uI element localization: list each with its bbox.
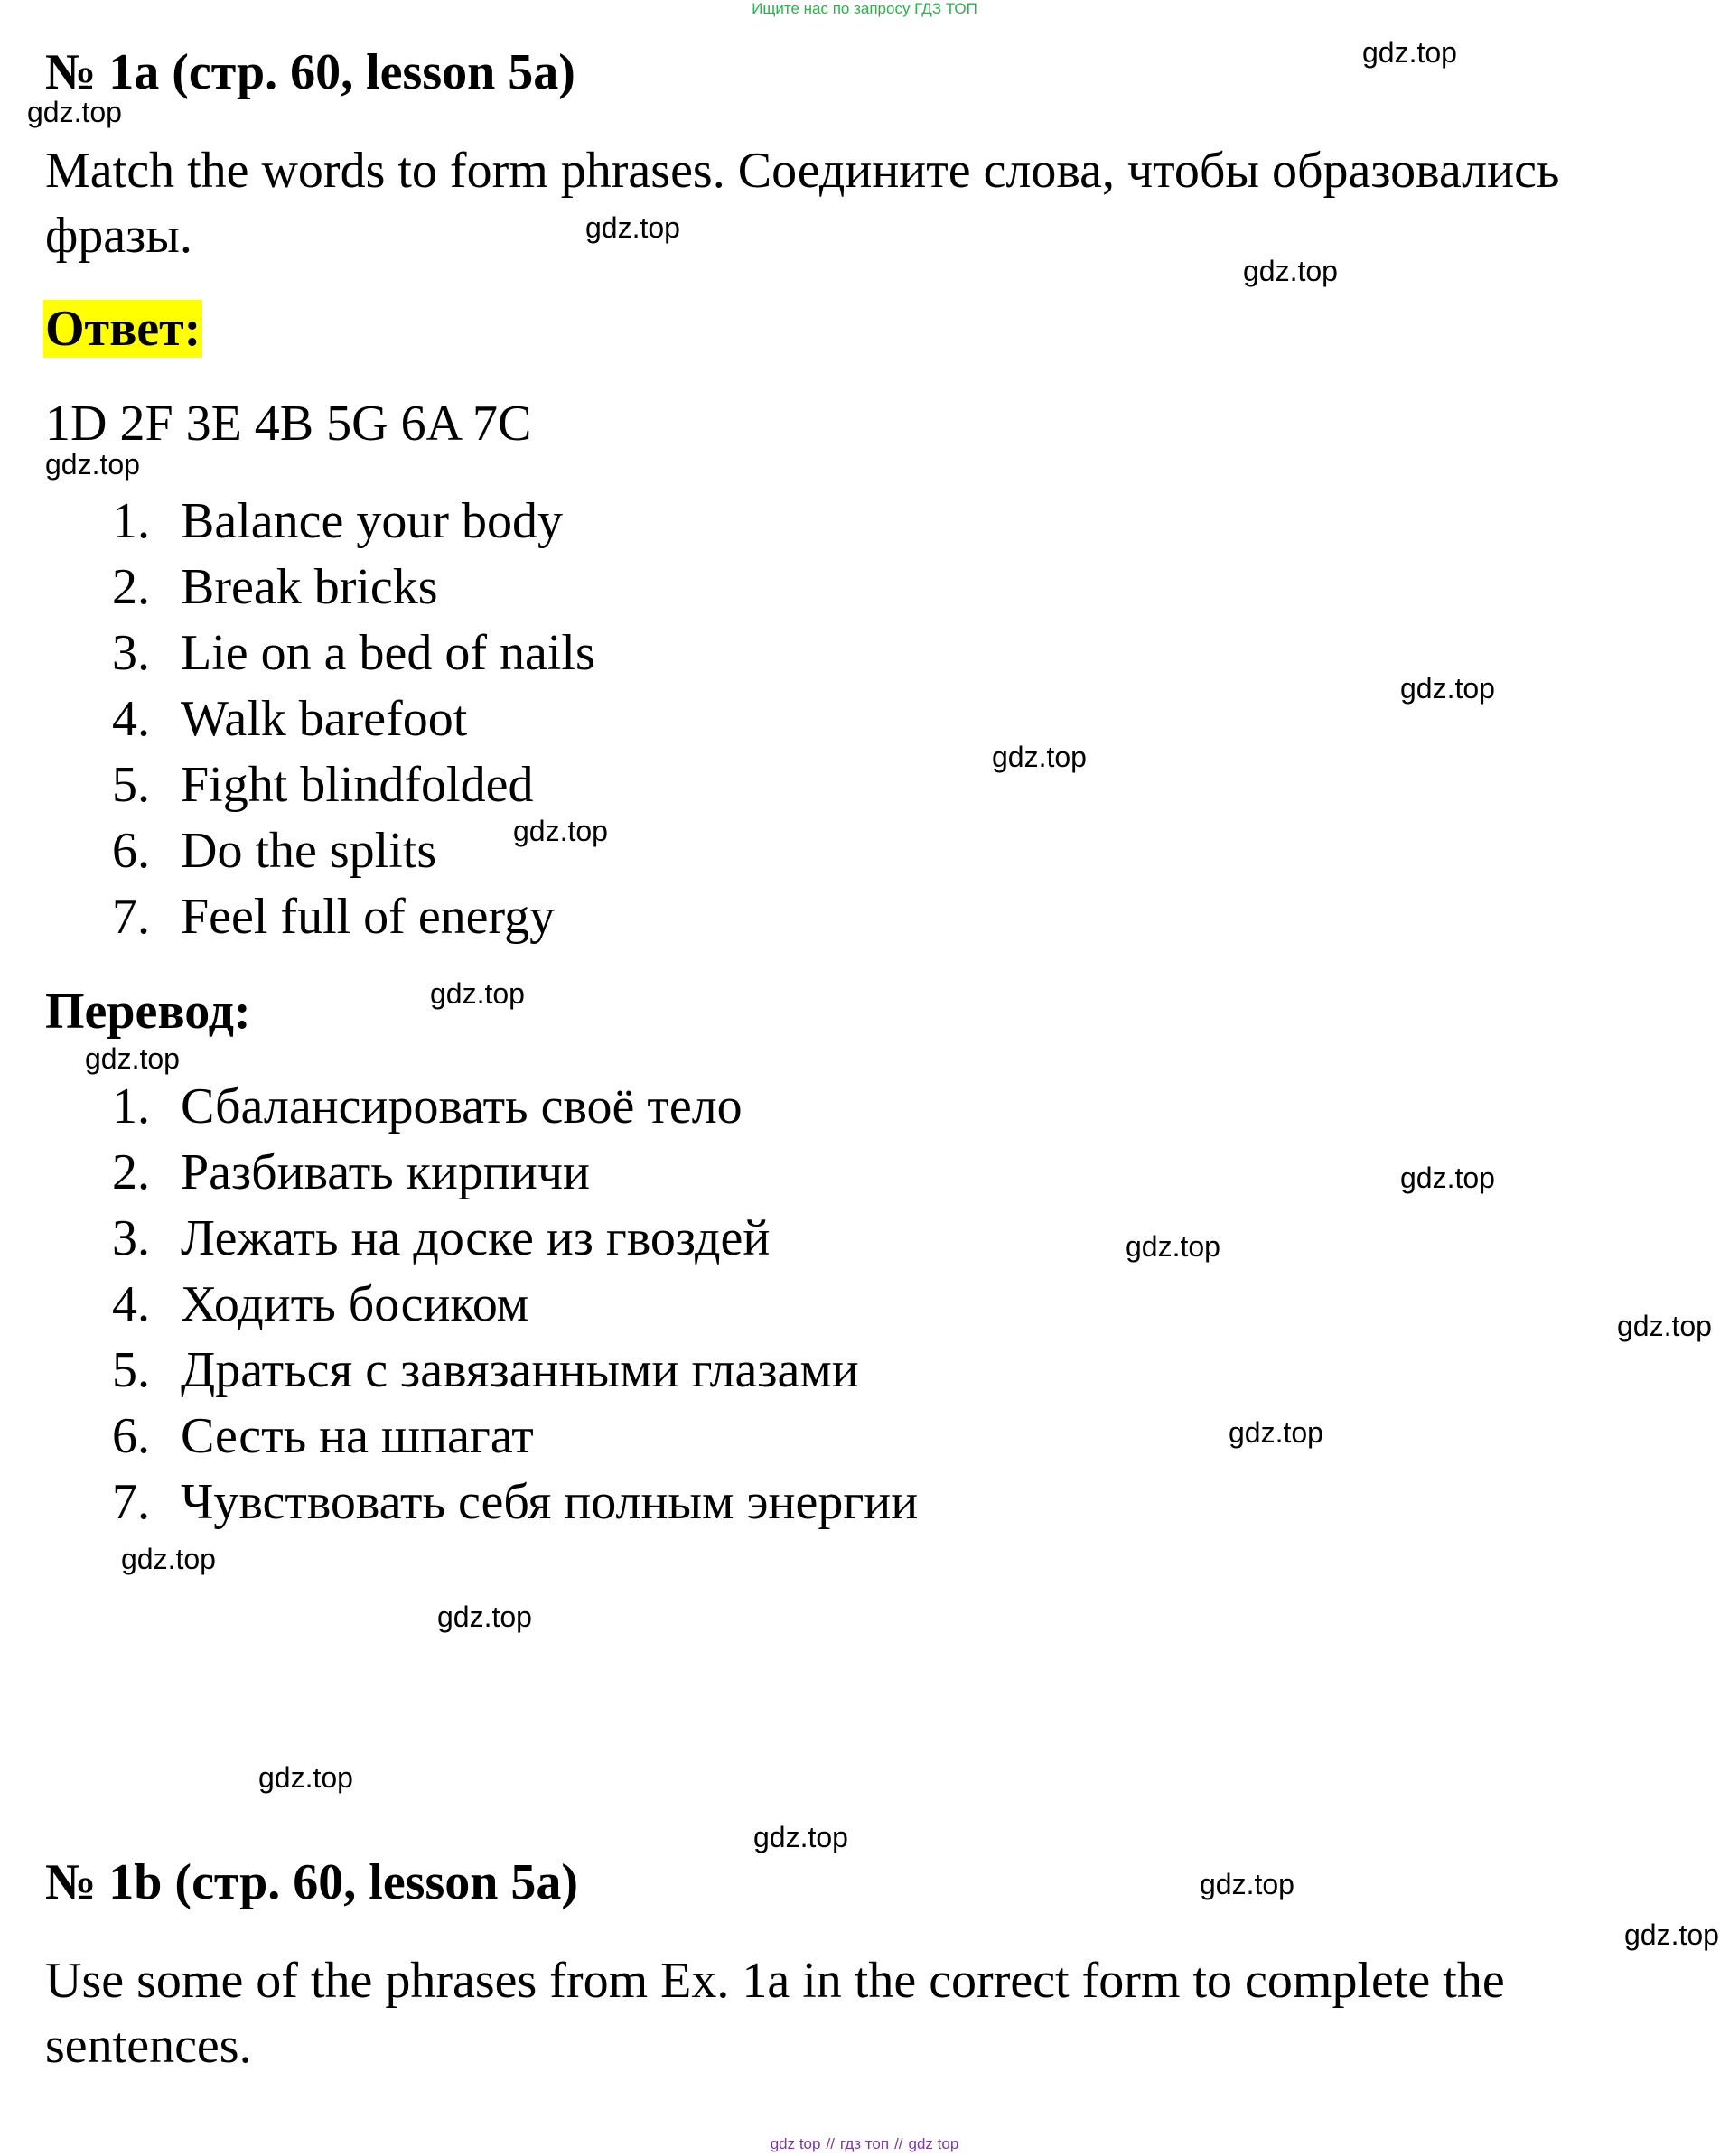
watermark: gdz.top — [1200, 1868, 1294, 1900]
list-item-text: Лежать на доске из гвоздей — [181, 1210, 771, 1266]
watermark: gdz.top — [1126, 1230, 1220, 1263]
footer-text: gdz top — [908, 2135, 959, 2152]
list-item — [112, 557, 1196, 623]
list-item-text: Сбалансировать своё тело — [181, 1078, 743, 1134]
section-1-instruction-line-1: Match the words to form phrases. Соедините слова, чтобы образовались — [45, 143, 1560, 199]
list-item-number: 4. — [112, 691, 150, 747]
list-item — [112, 1077, 1467, 1143]
list-item — [112, 623, 1196, 689]
list-item-text: Чувствовать себя полным энергии — [181, 1474, 919, 1530]
answer-key: 1D 2F 3E 4B 5G 6A 7C — [45, 396, 532, 452]
list-item-text: Lie on a bed of nails — [181, 625, 595, 681]
footer-separator: // — [826, 2135, 835, 2152]
watermark: gdz.top — [27, 96, 122, 128]
list-item — [112, 1143, 1467, 1209]
list-item — [112, 1340, 1467, 1406]
watermark: gdz.top — [1243, 255, 1338, 287]
list-item-number: 6. — [112, 823, 150, 879]
watermark: gdz.top — [258, 1761, 353, 1794]
watermark: gdz.top — [992, 741, 1087, 773]
list-item-number: 2. — [112, 559, 150, 615]
footer-text: гдз топ — [839, 2135, 890, 2152]
translation-label: Перевод: — [45, 984, 251, 1040]
list-item — [112, 887, 1196, 953]
list-item-number: 4. — [112, 1276, 150, 1332]
list-item-number: 7. — [112, 1474, 150, 1530]
list-item-number: 3. — [112, 1210, 150, 1266]
translation-list — [112, 1077, 1467, 1538]
watermark: gdz.top — [585, 211, 680, 244]
watermark: gdz.top — [437, 1601, 532, 1633]
list-item-text: Do the splits — [181, 823, 437, 879]
watermark: gdz.top — [1400, 1162, 1495, 1194]
list-item-number: 3. — [112, 625, 150, 681]
list-item — [112, 491, 1196, 557]
watermark: gdz.top — [1229, 1416, 1323, 1449]
list-item-text: Balance your body — [181, 493, 563, 549]
section-2-instruction-line-2: sentences. — [45, 2018, 252, 2074]
list-item-number: 5. — [112, 1342, 150, 1398]
list-item-text: Fight blindfolded — [181, 757, 534, 813]
list-item-text: Break bricks — [181, 559, 438, 615]
list-item — [112, 1274, 1467, 1340]
list-item-number: 1. — [112, 1078, 150, 1134]
section-2-title: № 1b (стр. 60, lesson 5a) — [45, 1854, 579, 1910]
list-item — [112, 1472, 1467, 1538]
watermark: gdz.top — [1400, 672, 1495, 705]
list-item-number: 1. — [112, 493, 150, 549]
list-item-number: 5. — [112, 757, 150, 813]
watermark: gdz.top — [513, 815, 608, 847]
footer-separator: // — [894, 2135, 903, 2152]
watermark: gdz.top — [1362, 36, 1457, 69]
list-item-number: 7. — [112, 889, 150, 945]
answer-label: Ответ: — [45, 301, 201, 357]
top-banner: Ищите нас по запросу ГДЗ ТОП — [752, 0, 977, 17]
list-item-text: Ходить босиком — [181, 1276, 529, 1332]
list-item — [112, 821, 1196, 887]
watermark: gdz.top — [753, 1821, 848, 1853]
list-item-text: Драться с завязанными глазами — [181, 1342, 859, 1398]
watermark: gdz.top — [1624, 1918, 1719, 1951]
watermark: gdz.top — [121, 1543, 216, 1575]
list-item-text: Сесть на шпагат — [181, 1408, 534, 1464]
section-1-title: № 1a (стр. 60, lesson 5a) — [45, 44, 575, 100]
watermark: gdz.top — [1617, 1310, 1712, 1342]
list-item-text: Разбивать кирпичи — [181, 1144, 590, 1200]
list-item-number: 6. — [112, 1408, 150, 1464]
section-2-instruction-line-1: Use some of the phrases from Ex. 1a in the correct form to complete the — [45, 1953, 1505, 2009]
list-item-text: Feel full of energy — [181, 889, 556, 945]
footer-text: gdz top — [770, 2135, 821, 2152]
list-item-text: Walk barefoot — [181, 691, 468, 747]
footer — [0, 2135, 1729, 2153]
list-item — [112, 1209, 1467, 1274]
phrase-list — [112, 491, 1196, 953]
list-item-number: 2. — [112, 1144, 150, 1200]
watermark: gdz.top — [430, 977, 525, 1010]
section-1-instruction-line-2: фразы. — [45, 208, 192, 264]
watermark: gdz.top — [85, 1042, 180, 1075]
watermark: gdz.top — [45, 448, 140, 481]
